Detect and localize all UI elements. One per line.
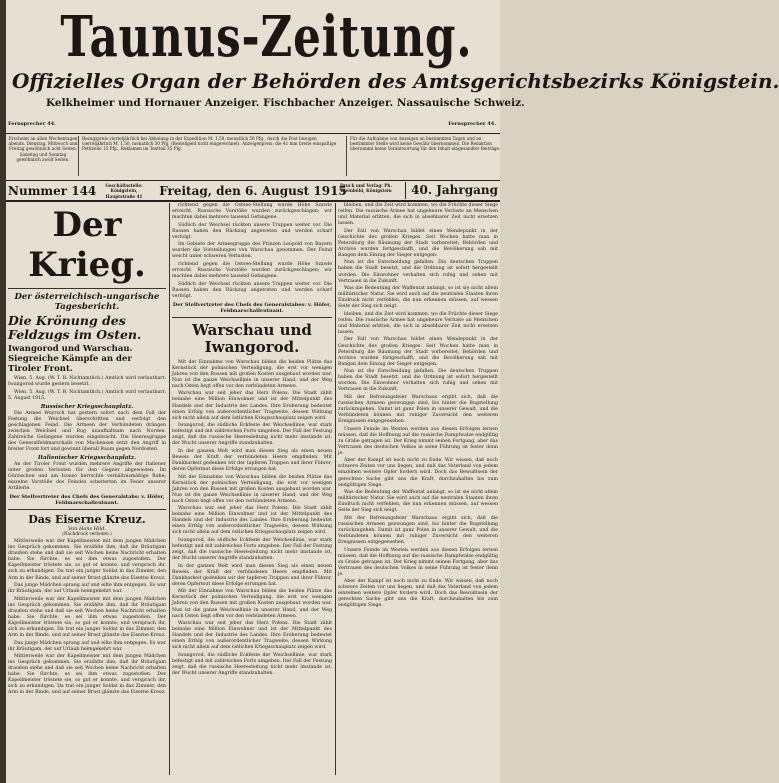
article-paragraph: Im Gebiete der Armeegruppe des Prinzen Leopold von Bayern wurden die Vorstellungen von Warschau genommen. Der Feind weicht unter schweren Verlusten. <box>172 242 332 260</box>
article-paragraph: bleiben, und die Zeit wird kommen, wo die Früchte dieser Siege reifen. Die russische Armee hat ungeheure Verluste an Menschen und Material erlitten, die sich in absehbarer Zeit nicht ersetzen lassen. <box>338 311 498 335</box>
article-paragraph: Mit der Befreiungsfeier Warschaus ergibt sich, daß die russischen Armeen gezwungen sind, bis hinter die Bugstellung zurückzugehen. Damit ist ganz Polen in unserer Gewalt, und die Verbündeten können mit ruhiger Zuversicht den weiteren Ereignissen entgegensehen. <box>338 394 498 425</box>
article-paragraph: Mittlerweile war der Kapellmeister mit dem jungen Mädchen ins Gespräch gekommen. Sie erzählte ihm, daß ihr Bräutigam draußen stehe und daß sie seit Wochen keine Nachricht erhalten habe. Sie fürchte, es sei ihm etwas zugestoßen. Der Kapellmeister tröstete sie, so gut er konnte, und versprach ihr, sich zu erkundigen. Da trat ein junger Soldat in das Zimmer, den Arm in der Binde, und auf seiner Brust glänzte das Eiserne Kreuz. <box>8 596 166 638</box>
article-paragraph: In der ganzen Welt wird man diesen Sieg als einen neuen Beweis der Kraft der verbündeten Heere empfinden. Mit Dankbarkeit gedenken wir der tapferen Truppen und ihrer Führer, deren Opfermut diese Erfolge errungen hat. <box>172 448 332 472</box>
article-paragraph: An der Tiroler Front wurden mehrere Angriffe der Italiener unter großen Verlusten für den Gegner abgewiesen. Im Görzischen und am Isonzo herrschte verhältnismäßige Ruhe; einzelne Vorstöße des Feindes scheiterten im Feuer unserer Artillerie. <box>8 462 166 492</box>
article-paragraph: bleiben, und die Zeit wird kommen, wo die Früchte dieser Siege reifen. Die russische Armee hat ungeheure Verluste an Menschen und Material erlitten, die sich in absehbarer Zeit nicht ersetzen lassen. <box>338 203 498 227</box>
article-paragraph: Mit der Einnahme von Warschau bilden die beiden Plätze das Kernstück der polnischen Verteidigung, die erst vor wenigen Jahren von den Russen mit großen Kosten ausgebaut worden war. Nun ist die ganze Weichsellinie in unserer Hand, und der Weg nach Osten liegt offen vor den verbündeten Armeen. <box>172 474 332 504</box>
feuilleton-author: Von Hans Hild. <box>67 526 107 533</box>
phone-left: Fernsprecher 44. <box>8 121 56 127</box>
section-subheading: Italienischer Kriegsschauplatz. <box>37 455 137 462</box>
article-paragraph: Was die Bedeutung der Waffentat anlangt, so ist sie nicht allein militärischer Natur. Sie wird auch auf die neutralen Staaten ihren Eindruck nicht verfehlen, die nun erkennen müssen, auf wessen Seite der Sieg sich neigt. <box>338 286 498 310</box>
phone-right: Fernsprecher 44. <box>448 121 496 127</box>
article-paragraph: Mit der Einnahme von Warschau bilden die beiden Plätze das Kernstück der polnischen Verteidigung, die erst vor wenigen Jahren von den Russen mit großen Kosten ausgebaut worden war. Nun ist die ganze Weichsellinie in unserer Hand, und der Weg nach Osten liegt offen vor den verbündeten Armeen. <box>172 589 332 619</box>
reprint-note: (Nachdruck verboten.) <box>62 532 112 538</box>
article-paragraph: Mit der Einnahme von Warschau bilden die beiden Plätze das Kernstück der polnischen Verteidigung, die erst vor wenigen Jahren von den Russen mit großen Kosten ausgebaut worden war. Nun ist die ganze Weichsellinie in unserer Hand, und der Weg nach Osten liegt offen vor den verbündeten Armeen. <box>172 359 332 389</box>
article-paragraph: Die Armee Woyrsch hat gestern sofort nach dem Fall der Festung die Weichsel überschritten und verfolgt den geschlagenen Feind. Die Armeen der Verbündeten drängen zwischen Weichsel und Bug unaufhaltsam nach Norden. Zahlreiche Gefangene wurden eingebracht. Die Heeresgruppe des Generalfeldmarschalls von Mackensen setzt den Angriff in breiter Front fort und gewinnt überall Raum gegen Nordosten. <box>8 410 166 452</box>
column-rule <box>169 203 170 775</box>
article-author: Der Stellvertreter des Chefs des Generalstabes: v. Höfer, Feldmarschalleutnant. <box>172 301 332 314</box>
section-subheading: Russischer Kriegsschauplatz. <box>40 403 134 410</box>
article-paragraph: Das junge Mädchen sprang auf und eilte ihm entgegen. Es war ihr Bräutigam, der auf Urlaub heimgekehrt war. <box>8 640 166 652</box>
masthead-subline: Kelkheimer und Hornauer Anzeiger. Fischbacher Anzeiger. Nassauische Schweiz. <box>46 97 525 109</box>
divider <box>8 288 166 289</box>
article-paragraph: Warschau war seit jeher das Herz Polens. Die Stadt zählt beinahe eine Million Einwohner und ist der Mittelpunkt des Handels und der Industrie des Landes. Ihre Eroberung bedeutet einen Erfolg von außerordentlicher Tragweite, dessen Wirkung sich nicht allein auf dem östlichen Kriegsschauplatz zeigen wird. <box>172 621 332 651</box>
column-1 <box>8 203 166 775</box>
article-paragraph: Nun ist die Entscheidung gefallen. Die deutschen Truppen haben die Stadt besetzt, und die Ordnung ist sofort hergestellt worden. Die Einwohner verhalten sich ruhig und sehen mit Vertrauen in die Zukunft. <box>338 369 498 393</box>
article-paragraph: Iwangorod, die südliche Eckfeste der Weichsellinie, war stark befestigt und mit zahlreichen Forts umgeben. Der Fall der Festung zeigt, daß die russische Heeresleitung nicht mehr imstande ist, der Wucht unserer Angriffe standzuhalten. <box>172 538 332 562</box>
article-paragraph: Warschau war seit jeher das Herz Polens. Die Stadt zählt beinahe eine Million Einwohner und ist der Mittelpunkt des Handels und der Industrie des Landes. Ihre Eroberung bedeutet einen Erfolg von außerordentlicher Tragweite, dessen Wirkung sich nicht allein auf dem östlichen Kriegsschauplatz zeigen wird. <box>172 506 332 536</box>
headline-warschau: Warschau und Iwangorod. <box>192 320 312 356</box>
article-paragraph: Wien, 5. Aug. (W. T. B. Nichtamtlich.) Amtlich wird verlautbart: 5. August 1915. <box>8 389 166 401</box>
article-paragraph: Warschau war seit jeher das Herz Polens. Die Stadt zählt beinahe eine Million Einwohner und ist der Mittelpunkt des Handels und der Industrie des Landes. Ihre Eroberung bedeutet einen Erfolg von außerordentlicher Tragweite, dessen Wirkung sich nicht allein auf dem östlichen Kriegsschauplatz zeigen wird. <box>172 391 332 421</box>
issue-date: Freitag, den 6. August 1915 <box>159 184 347 198</box>
section-heading-krieg: Der Krieg. <box>28 205 146 285</box>
article-paragraph: Der Fall von Warschau bildet einen Wendepunkt in der Geschichte des großen Krieges. Seit Wochen hatte man in Petersburg die Räumung der Stadt vorbereitet; Behörden und Archive wurden fortgeschafft, und die Bevölkerung sah mit Bangen dem Einzug der Sieger entgegen. <box>338 228 498 258</box>
column-3 <box>338 203 498 775</box>
article-paragraph: Unsere Feinde im Westen werden aus diesen Erfolgen lernen müssen, daß die Hoffnung auf die russische Dampfwalze endgültig zu Grabe getragen ist. Der Krieg nimmt seinen Fortgang, aber das Vertrauen des deutschen Volkes in seine Führung ist fester denn je. <box>338 547 498 577</box>
article-paragraph: Das junge Mädchen sprang auf und eilte ihm entgegen. Es war ihr Bräutigam, der auf Urlaub heimgekehrt war. <box>8 583 166 595</box>
issue-year: 40. Jahrgang <box>405 182 498 199</box>
article-paragraph: Aber der Kampf ist noch nicht zu Ende. Wir wissen, daß noch schwere Zeiten vor uns liegen, und daß das Vaterland von jedem einzelnen weitere Opfer fordern wird. Doch das Bewußtsein der gerechten Sache gibt uns die Kraft, durchzuhalten bis zum endgültigen Siege. <box>338 579 498 609</box>
article-paragraph: Nun ist die Entscheidung gefallen. Die deutschen Truppen haben die Stadt besetzt, und die Ordnung ist sofort hergestellt worden. Die Einwohner verhalten sich ruhig und sehen mit Vertrauen in die Zukunft. <box>338 260 498 284</box>
article-paragraph: richtend gegen die Ostsee-Stellung wurde Höhe Szawle erreicht. Russische Vorstöße wurden zurückgeschlagen; wir machten dabei mehrere tausend Gefangene. <box>172 261 332 280</box>
article-paragraph: Südlich der Weichsel rückten unsere Truppen weiter vor. Die Russen haben den Rückzug angetreten und werden scharf verfolgt. <box>172 281 332 299</box>
article-author: Der Stellvertreter des Chefs des Generalstabs: v. Höfer, Feldmarschalleutnant. <box>9 494 165 507</box>
issue-bar <box>6 182 500 202</box>
printer-info: Druck und Verlag: Ph. Kleinböhl, Königstein <box>340 183 392 194</box>
article-paragraph: Mittlerweile war der Kapellmeister mit dem jungen Mädchen ins Gespräch gekommen. Sie erzählte ihm, daß ihr Bräutigam draußen stehe und daß sie seit Wochen keine Nachricht erhalten habe. Sie fürchte, es sei ihm etwas zugestoßen. Der Kapellmeister tröstete sie, so gut er konnte, und versprach ihr, sich zu erkundigen. Da trat ein junger Soldat in das Zimmer, den Arm in der Binde, und auf seiner Brust glänzte das Eiserne Kreuz. <box>8 654 166 696</box>
article-paragraph: richtend gegen die Ostsee-Stellung wurde Höhe Szawle erreicht. Russische Vorstöße wurden zurückgeschlagen; wir machten dabei mehrere tausend Gefangene. <box>172 203 332 221</box>
article-paragraph: Mit der Befreiungsfeier Warschaus ergibt sich, daß die russischen Armeen gezwungen sind, bis hinter die Bugstellung zurückzugehen. Damit ist ganz Polen in unserer Gewalt, und die Verbündeten können mit ruhiger Zuversicht den weiteren Ereignissen entgegensehen. <box>338 515 498 545</box>
info-notice: Für die Aufnahme von Anzeigen an bestimmten Tagen und an bestimmter Stelle wird keine Gewähr übernommen. Die Redaktion übernimmt keine Verantwortung für den Inhalt eingesandter Beiträge. <box>346 136 502 176</box>
newspaper-page <box>6 0 779 783</box>
article-paragraph: Iwangorod, die südliche Eckfeste der Weichsellinie, war stark befestigt und mit zahlreichen Forts umgeben. Der Fall der Festung zeigt, daß die russische Heeresleitung nicht mehr imstande ist, der Wucht unserer Angriffe standzuhalten. <box>172 423 332 447</box>
info-publication: Erscheint an allen Wochentagen abends. Dienstag, Mittwoch und Freitag gewöhnlich acht Seiten, Samstag und Sonntag gewöhnlich zwölf Seiten. <box>8 136 79 176</box>
masthead-title: Taunus-Zeitung. <box>60 4 473 70</box>
office-address: Geschäftsstelle: Königstein, Hauptstraße 41 <box>105 183 143 199</box>
subheadline: Iwangorod und Warschau. Siegreiche Kämpfe an der Tiroler Front. <box>8 344 133 374</box>
article-paragraph: Unsere Feinde im Westen werden aus diesen Erfolgen lernen müssen, daß die Hoffnung auf die russische Dampfwalze endgültig zu Grabe getragen ist. Der Krieg nimmt seinen Fortgang, aber das Vertrauen des deutschen Volkes in seine Führung ist fester denn je. <box>338 426 498 456</box>
divider <box>172 317 332 318</box>
column-2 <box>172 203 332 775</box>
report-heading: Der österreichisch-ungarische Tagesbericht. <box>14 292 160 312</box>
issue-number: Nummer 144 <box>8 184 97 198</box>
article-paragraph: Iwangorod, die südliche Eckfeste der Weichsellinie, war stark befestigt und mit zahlreichen Forts umgeben. Der Fall der Festung zeigt, daß die russische Heeresleitung nicht mehr imstande ist, der Wucht unserer Angriffe standzuhalten. <box>172 652 332 676</box>
article-paragraph: In der ganzen Welt wird man diesen Sieg als einen neuen Beweis der Kraft der verbündeten Heere empfinden. Mit Dankbarkeit gedenken wir der tapferen Truppen und ihrer Führer, deren Opfermut diese Erfolge errungen hat. <box>172 563 332 587</box>
column-rule <box>335 203 336 775</box>
article-paragraph: Der Fall von Warschau bildet einen Wendepunkt in der Geschichte des großen Krieges. Seit Wochen hatte man in Petersburg die Räumung der Stadt vorbereitet; Behörden und Archive wurden fortgeschafft, und die Bevölkerung sah mit Bangen dem Einzug der Sieger entgegen. <box>338 337 498 367</box>
article-paragraph: Aber der Kampf ist noch nicht zu Ende. Wir wissen, daß noch schwere Zeiten vor uns liegen, und daß das Vaterland von jedem einzelnen weitere Opfer fordern wird. Doch das Bewußtsein der gerechten Sache gibt uns die Kraft, durchzuhalten bis zum endgültigen Siege. <box>338 458 498 488</box>
feuilleton-title: Das Eiserne Kreuz. <box>28 513 146 527</box>
divider <box>8 509 166 510</box>
headline-kroenung: Die Krönung des Feldzugs im Osten. <box>8 313 142 342</box>
info-band <box>6 133 500 181</box>
article-paragraph: Mittlerweile war der Kapellmeister mit dem jungen Mädchen ins Gespräch gekommen. Sie erzählte ihm, daß ihr Bräutigam draußen stehe und daß sie seit Wochen keine Nachricht erhalten habe. Sie fürchte, es sei ihm etwas zugestoßen. Der Kapellmeister tröstete sie, so gut er konnte, und versprach ihr, sich zu erkundigen. Da trat ein junger Soldat in das Zimmer, den Arm in der Binde, und auf seiner Brust glänzte das Eiserne Kreuz. <box>8 539 166 581</box>
article-paragraph: Südlich der Weichsel rückten unsere Truppen weiter vor. Die Russen haben den Rückzug angetreten und werden scharf verfolgt. <box>172 222 332 240</box>
article-paragraph: Was die Bedeutung der Waffentat anlangt, so ist sie nicht allein militärischer Natur. Sie wird auch auf die neutralen Staaten ihren Eindruck nicht verfehlen, die nun erkennen müssen, auf wessen Seite der Sieg sich neigt. <box>338 490 498 514</box>
info-pricing: Bezugspreis vierteljährlich bei Abholung in der Expedition M. 1.50, monatlich 50 Pfg., durch die Post bezogen vierteljährlich M. 1.50, monatlich 50 Pfg. (Bestellgeld nicht eingerechnet). Anzeigenpreis: die 41 mm breite einspaltige Petitzeile 15 Pfg., Reklamen im Textteil 35 Pfg. <box>82 136 337 152</box>
article-paragraph: Wien, 5. Aug. (W. T. B. Nichtamtlich.) Amtlich wird verlautbart: Iwangorod wurde gestern besetzt. <box>8 376 166 388</box>
masthead-subtitle: Offizielles Organ der Behörden des Amtsgerichtsbezirks Königstein. <box>12 69 779 93</box>
